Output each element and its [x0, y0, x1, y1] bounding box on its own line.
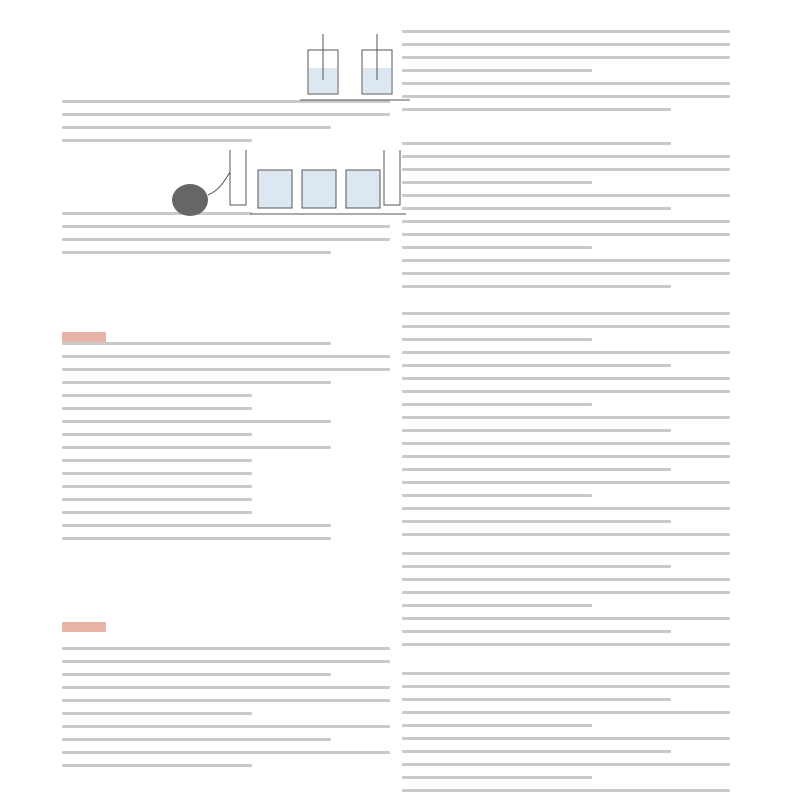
text-line: [402, 604, 592, 607]
text-line: [402, 43, 730, 46]
text-line: [62, 660, 390, 663]
text-line: [402, 630, 671, 633]
right-text-block-3: [402, 312, 730, 442]
text-line: [402, 617, 730, 620]
left-column: [62, 22, 390, 782]
text-line: [402, 578, 730, 581]
text-line: [402, 591, 730, 594]
text-line: [62, 498, 252, 501]
apparatus-figure-top: [300, 30, 410, 108]
text-line: [402, 285, 671, 288]
text-line: [402, 494, 592, 497]
text-line: [402, 351, 730, 354]
text-line: [402, 455, 730, 458]
text-line: [62, 738, 331, 741]
text-line: [402, 95, 730, 98]
text-line: [402, 233, 730, 236]
right-text-block-4: [402, 442, 730, 546]
text-line: [402, 416, 730, 419]
text-line: [402, 429, 671, 432]
text-line: [62, 647, 390, 650]
text-line: [402, 181, 592, 184]
text-line: [62, 725, 390, 728]
text-line: [402, 56, 730, 59]
text-line: [402, 390, 730, 393]
text-line: [402, 30, 730, 33]
text-line: [402, 82, 730, 85]
text-line: [402, 220, 730, 223]
text-line: [62, 126, 331, 129]
right-column: [402, 22, 730, 782]
right-text-block-2: [402, 142, 730, 298]
text-line: [402, 737, 730, 740]
text-line: [62, 433, 252, 436]
text-line: [62, 342, 331, 345]
text-line: [62, 537, 331, 540]
right-text-block-1: [402, 30, 730, 121]
text-line: [402, 272, 730, 275]
text-line: [402, 69, 592, 72]
text-line: [402, 377, 730, 380]
analysis-section-heading: [62, 622, 106, 632]
text-line: [402, 142, 671, 145]
right-text-block-5: [402, 552, 730, 656]
text-line: [402, 750, 671, 753]
text-line: [402, 698, 671, 701]
text-line: [402, 108, 671, 111]
text-line: [402, 338, 592, 341]
text-line: [402, 552, 730, 555]
text-line: [62, 712, 252, 715]
text-line: [62, 355, 390, 358]
text-line: [62, 751, 390, 754]
text-line: [402, 481, 730, 484]
text-line: [402, 789, 730, 792]
text-line: [62, 459, 252, 462]
text-line: [62, 686, 390, 689]
text-line: [402, 403, 592, 406]
text-line: [402, 364, 671, 367]
text-line: [402, 520, 671, 523]
answer-list: [62, 342, 390, 550]
text-line: [62, 485, 252, 488]
text-line: [62, 238, 390, 241]
text-line: [402, 442, 730, 445]
text-line: [402, 724, 592, 727]
text-line: [62, 511, 252, 514]
answer-section-heading: [62, 332, 106, 342]
text-line: [62, 368, 390, 371]
text-line: [402, 711, 730, 714]
text-line: [62, 472, 252, 475]
text-line: [402, 763, 730, 766]
text-line: [402, 468, 671, 471]
text-line: [402, 325, 730, 328]
text-line: [402, 565, 671, 568]
text-line: [402, 194, 730, 197]
text-line: [402, 507, 730, 510]
text-line: [62, 446, 331, 449]
text-line: [402, 533, 730, 536]
text-line: [62, 524, 331, 527]
text-line: [402, 259, 730, 262]
text-line: [62, 381, 331, 384]
text-line: [402, 155, 730, 158]
text-line: [62, 673, 331, 676]
text-line: [402, 246, 592, 249]
text-line: [402, 207, 671, 210]
text-line: [62, 699, 390, 702]
text-line: [402, 776, 592, 779]
analysis-text: [62, 647, 390, 777]
text-line: [62, 420, 331, 423]
manometer-figure: [170, 140, 410, 230]
text-line: [62, 764, 252, 767]
text-line: [62, 394, 252, 397]
text-line: [62, 407, 252, 410]
text-line: [402, 643, 730, 646]
text-line: [402, 672, 730, 675]
text-line: [402, 312, 730, 315]
text-line: [402, 168, 730, 171]
text-line: [402, 685, 730, 688]
right-text-block-6: [402, 672, 730, 802]
text-line: [62, 113, 390, 116]
text-line: [62, 251, 331, 254]
